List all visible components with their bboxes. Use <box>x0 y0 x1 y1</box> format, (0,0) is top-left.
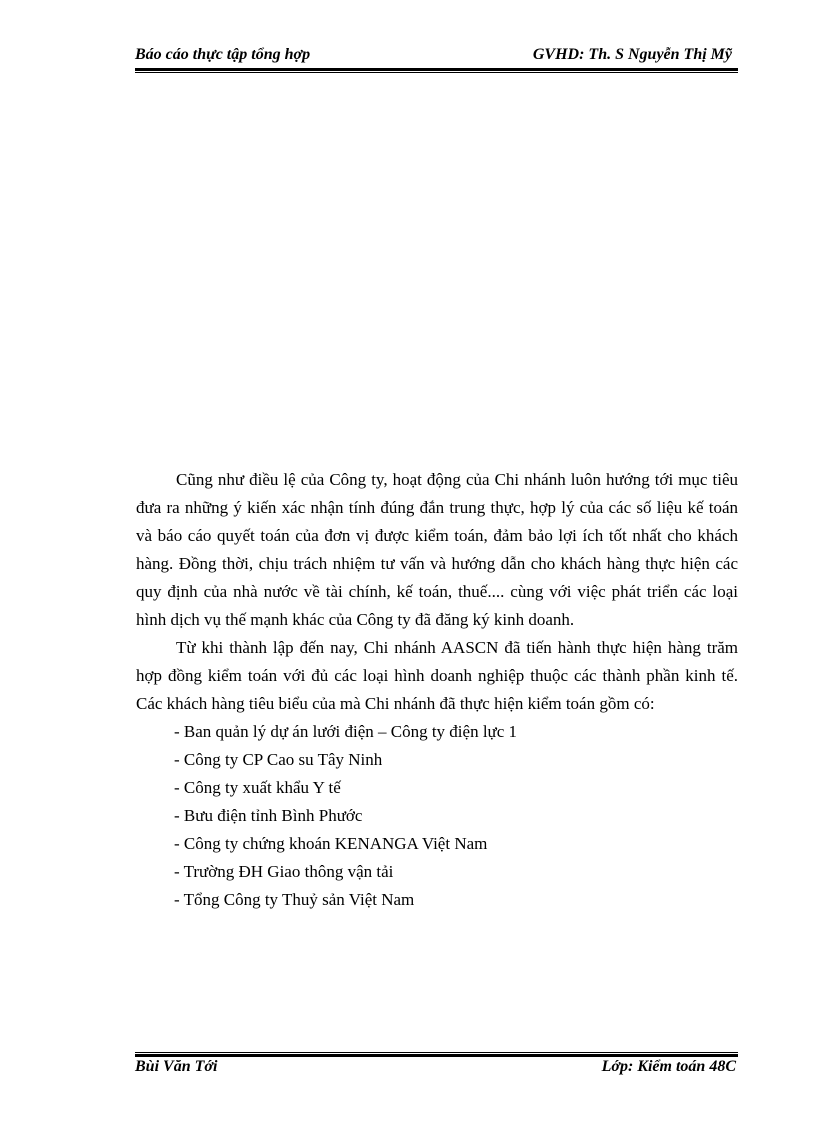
header-report-title: Báo cáo thực tập tổng hợp <box>135 46 311 63</box>
paragraph-audit-history: Từ khi thành lập đến nay, Chi nhánh AASCN đã tiến hành thực hiện hàng trăm hợp đồng kiểm toán với đủ các loại hình doanh nghiệp thuộc các thành phần kinh tế. Các khách hàng tiêu biểu của mà Chi nhánh đã thực hiện kiểm toán gồm có: <box>136 638 738 713</box>
footer-divider <box>135 1052 738 1057</box>
footer-class: Lớp: Kiểm toán 48C <box>601 1058 736 1075</box>
client-list-item: - Bưu điện tỉnh Bình Phước <box>174 806 363 825</box>
header-supervisor: GVHD: Th. S Nguyễn Thị Mỹ <box>532 46 732 63</box>
client-list <box>136 718 738 914</box>
client-list-item: - Tổng Công ty Thuỷ sản Việt Nam <box>174 890 415 909</box>
document-body <box>136 466 738 914</box>
client-list-item: - Công ty chứng khoán KENANGA Việt Nam <box>174 834 488 853</box>
client-list-item: - Ban quản lý dự án lưới điện – Công ty điện lực 1 <box>174 722 518 741</box>
client-list-item: - Công ty CP Cao su Tây Ninh <box>174 750 383 769</box>
header-divider <box>135 68 738 73</box>
footer-author: Bùi Văn Tới <box>135 1058 218 1075</box>
client-list-item: - Trường ĐH Giao thông vận tải <box>174 862 394 881</box>
paragraph-branch-activities: Cũng như điều lệ của Công ty, hoạt động của Chi nhánh luôn hướng tới mục tiêu đưa ra những ý kiến xác nhận tính đúng đắn trung thực, hợp lý của các số liệu kế toán và báo cáo quyết toán của đơn vị được kiểm toán, đảm bảo lợi ích tốt nhất cho khách hàng. Đồng thời, chịu trách nhiệm tư vấn và hướng dẫn cho khách hàng thực hiện các quy định của nhà nước về tài chính, kế toán, thuế.... cùng với việc phát triển các loại hình dịch vụ thế mạnh khác của Công ty đã đăng ký kinh doanh. <box>136 470 738 629</box>
page-footer <box>135 1058 736 1082</box>
client-list-item: - Công ty xuất khẩu Y tế <box>174 778 341 797</box>
page-header <box>135 44 736 68</box>
